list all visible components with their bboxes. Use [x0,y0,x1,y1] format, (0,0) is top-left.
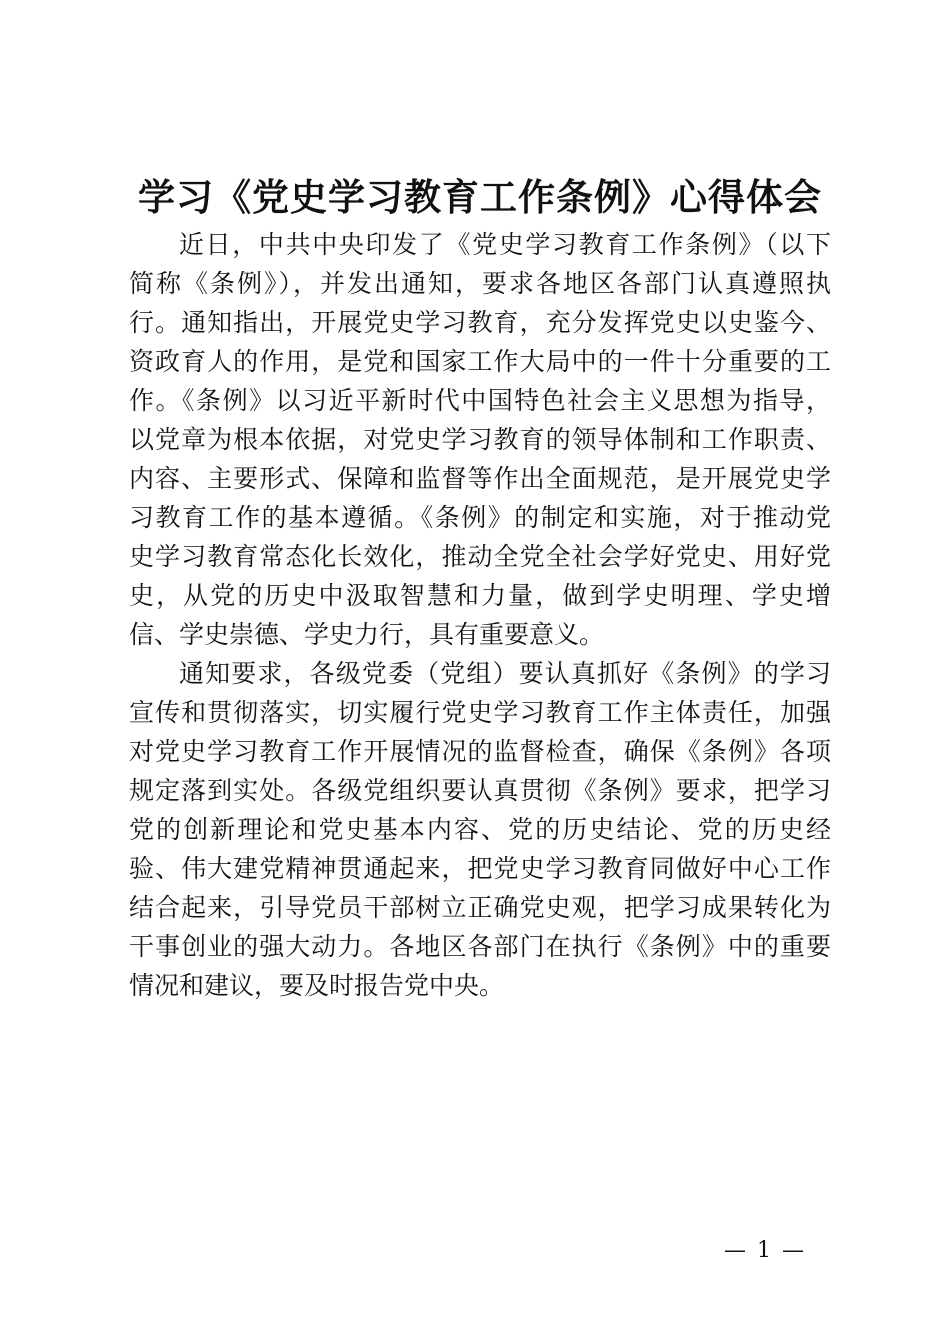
paragraph-line: 资政育人的作用，是党和国家工作大局中的一件十分重要的工 [129,347,831,376]
paragraph-line: 信、学史崇德、学史力行，具有重要意义。 [129,620,605,649]
document-title: 学习《党史学习教育工作条例》心得体会 [138,175,822,219]
paragraph-line: 情况和建议，要及时报告党中央。 [129,971,505,1000]
paragraph-line: 对党史学习教育工作开展情况的监督检查，确保《条例》各项 [129,737,831,766]
paragraph-line: 简称《条例》），并发出通知，要求各地区各部门认真遵照执 [129,269,831,298]
paragraph-line: 验、伟大建党精神贯通起来，把党史学习教育同做好中心工作 [129,854,831,883]
paragraph-line: 史，从党的历史中汲取智慧和力量，做到学史明理、学史增 [129,581,831,610]
paragraph-line: 内容、主要形式、保障和监督等作出全面规范，是开展党史学 [129,464,831,493]
paragraph-line: 以党章为根本依据，对党史学习教育的领导体制和工作职责、 [129,425,831,454]
paragraph-2 [129,654,831,1005]
paragraph-line: 干事创业的强大动力。各地区各部门在执行《条例》中的重要 [129,932,831,961]
paragraph-line: 规定落到实处。各级党组织要认真贯彻《条例》要求，把学习 [129,776,831,805]
paragraph-line: 通知要求，各级党委（党组）要认真抓好《条例》的学习 [179,659,831,688]
document-body [129,225,831,1005]
paragraph-line: 作。《条例》以习近平新时代中国特色社会主义思想为指导， [129,386,831,415]
paragraph-line: 行。通知指出，开展党史学习教育，充分发挥党史以史鉴今、 [129,308,831,337]
paragraph-line: 党的创新理论和党史基本内容、党的历史结论、党的历史经 [129,815,831,844]
paragraph-line: 近日，中共中央印发了《党史学习教育工作条例》（以下 [179,230,831,259]
paragraph-1 [129,225,831,654]
paragraph-line: 宣传和贯彻落实，切实履行党史学习教育工作主体责任，加强 [129,698,831,727]
paragraph-line: 习教育工作的基本遵循。《条例》的制定和实施，对于推动党 [129,503,831,532]
paragraph-line: 结合起来，引导党员干部树立正确党史观，把学习成果转化为 [129,893,831,922]
page-number: — 1 — [724,1238,806,1263]
paragraph-line: 史学习教育常态化长效化，推动全党全社会学好党史、用好党 [129,542,831,571]
